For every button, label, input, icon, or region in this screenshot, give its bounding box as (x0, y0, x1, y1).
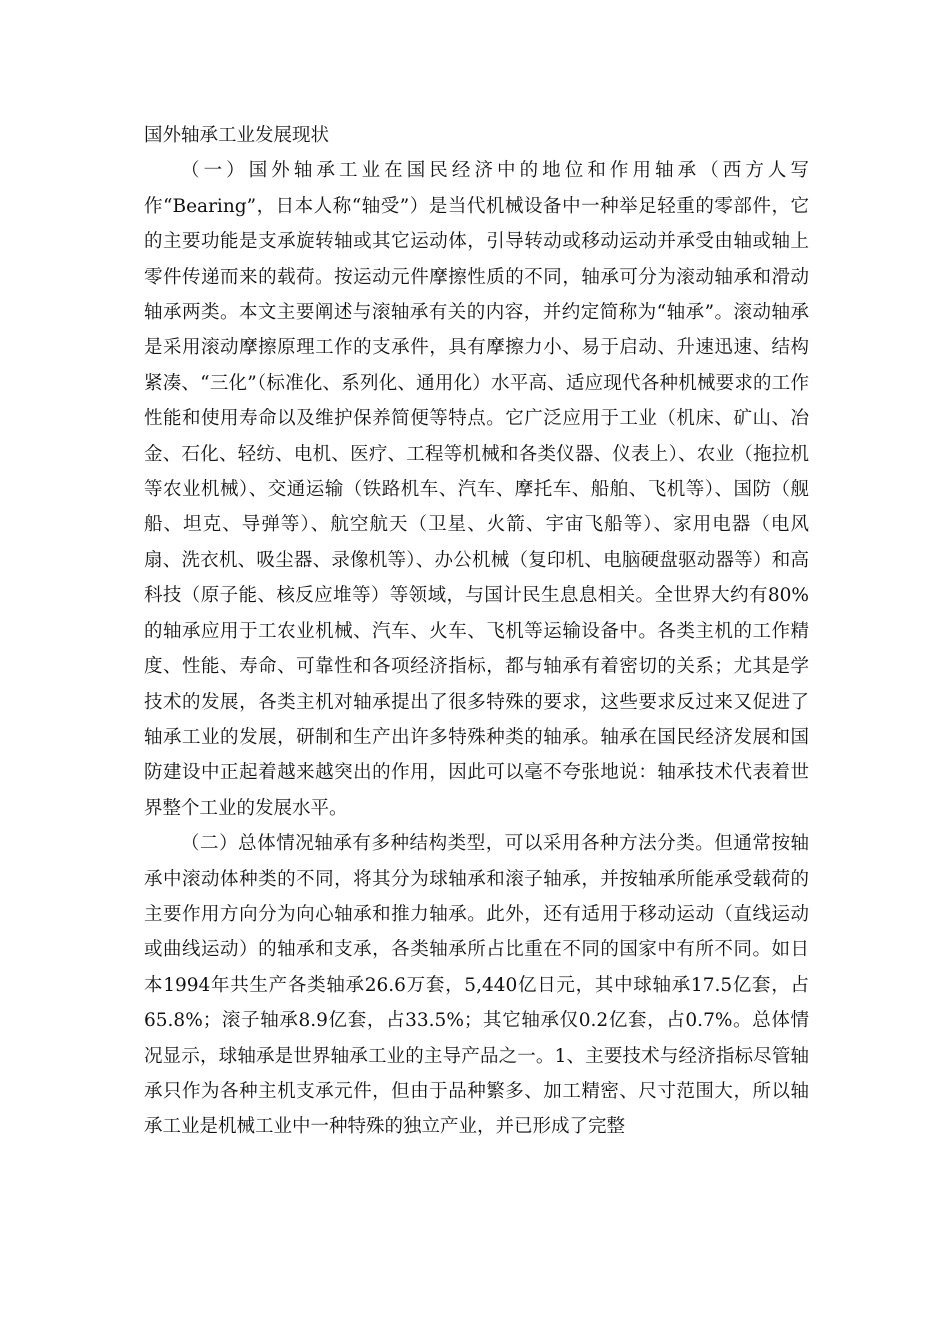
paragraph-section-2: （二）总体情况轴承有多种结构类型，可以采用各种方法分类。但通常按轴承中滚动体种类的不同，将其分为球轴承和滚子轴承，并按轴承所能承受载荷的主要作用方向分为向心轴承和推力轴承。此外，还有适用于移动运动（直线运动或曲线运动）的轴承和支承，各类轴承所占比重在不同的国家中有所不同。如日本1994年共生产各类轴承26.6万套，5,440亿日元，其中球轴承17.5亿套，占65.8%；滚子轴承8.9亿套，占33.5%；其它轴承仅0.2亿套，占0.7%。总体情况显示，球轴承是世界轴承工业的主导产品之一。1、主要技术与经济指标尽管轴承只作为各种主机支承元件，但由于品种繁多、加工精密、尺寸范围大，所以轴承工业是机械工业中一种特殊的独立产业，并已形成了完整 (144, 833, 809, 1138)
document-body (144, 118, 809, 1145)
document-title: 国外轴承工业发展现状 (144, 125, 330, 146)
paragraph-section-1: （一）国外轴承工业在国民经济中的地位和作用轴承（西方人写作“Bearing”，日本人称“轴受”）是当代机械设备中一种举足轻重的零部件，它的主要功能是支承旋转轴或其它运动体，引导转动或移动运动并承受由轴或轴上零件传递而来的载荷。按运动元件摩擦性质的不同，轴承可分为滚动轴承和滑动轴承两类。本文主要阐述与滚轴承有关的内容，并约定简称为“轴承”。滚动轴承是采用滚动摩擦原理工作的支承件，具有摩擦力小、易于启动、升速迅速、结构紧凑、“三化”（标准化、系列化、通用化）水平高、适应现代各种机械要求的工作性能和使用寿命以及维护保养简便等特点。它广泛应用于工业（机床、矿山、冶金、石化、轻纺、电机、医疗、工程等机械和各类仪器、仪表上）、农业（拖拉机等农业机械）、交通运输（铁路机车、汽车、摩托车、船舶、飞机等）、国防（舰船、坦克、导弹等）、航空航天（卫星、火箭、宇宙飞船等）、家用电器（电风扇、洗衣机、吸尘器、录像机等）、办公机械（复印机、电脑硬盘驱动器等）和高科技（原子能、核反应堆等）等领域，与国计民生息息相关。全世界大约有80%的轴承应用于工农业机械、汽车、火车、飞机等运输设备中。各类主机的工作精度、性能、寿命、可靠性和各项经济指标，都与轴承有着密切的关系；尤其是学技术的发展，各类主机对轴承提出了很多特殊的要求，这些要求反过来又促进了轴承工业的发展，研制和生产出许多特殊种类的轴承。轴承在国民经济发展和国防建设中正起着越来越突出的作用，因此可以毫不夸张地说：轴承技术代表着世界整个工业的发展水平。 (144, 160, 809, 819)
